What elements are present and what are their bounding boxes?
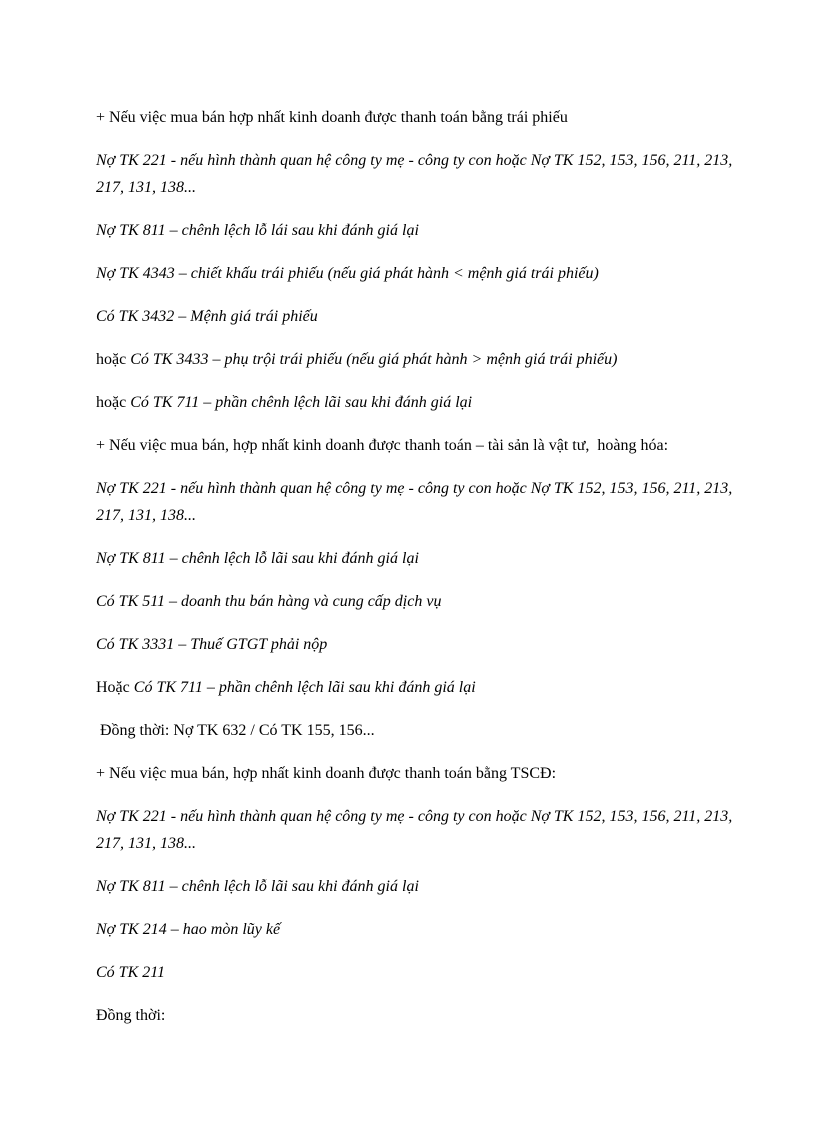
paragraph-credit-3331 — [96, 631, 736, 658]
paragraph-italic-text: Nợ TK 221 - nếu hình thành quan hệ công ty mẹ - công ty con hoặc Nợ TK 152, 153, 156, 211, 213, 217, 131, 138... — [96, 152, 737, 196]
paragraph-text: + Nếu việc mua bán hợp nhất kinh doanh được thanh toán bằng trái phiếu — [96, 109, 568, 126]
paragraph-italic-text: Nợ TK 221 - nếu hình thành quan hệ công ty mẹ - công ty con hoặc Nợ TK 152, 153, 156, 211, 213, 217, 131, 138... — [96, 480, 737, 524]
paragraph-italic-text: Nợ TK 811 – chênh lệch lỗ lãi sau khi đánh giá lại — [96, 878, 419, 895]
document-page — [96, 104, 736, 1045]
paragraph-credit-511 — [96, 588, 736, 615]
paragraph-text: Đồng thời: Nợ TK 632 / Có TK 155, 156... — [96, 722, 375, 739]
paragraph-italic-text: Có TK 711 – phần chênh lệch lãi sau khi đánh giá lại — [130, 394, 473, 411]
paragraph-italic-text: Nợ TK 214 – hao mòn lũy kế — [96, 921, 281, 938]
paragraph-fixed-asset-payment-heading — [96, 760, 736, 787]
paragraph-debit-811 — [96, 873, 736, 900]
paragraph-goods-payment-heading — [96, 432, 736, 459]
paragraph-credit-3432 — [96, 303, 736, 330]
paragraph-debit-221 — [96, 803, 736, 857]
paragraph-italic-text: Có TK 711 – phần chênh lệch lãi sau khi đánh giá lại — [133, 679, 476, 696]
paragraph-bond-payment-heading — [96, 104, 736, 131]
paragraph-simultaneous-entry — [96, 717, 736, 744]
paragraph-debit-214 — [96, 916, 736, 943]
paragraph-text: + Nếu việc mua bán, hợp nhất kinh doanh được thanh toán bằng TSCĐ: — [96, 765, 557, 782]
paragraph-debit-221 — [96, 475, 736, 529]
paragraph-italic-text: Có TK 3432 – Mệnh giá trái phiếu — [96, 308, 318, 325]
paragraph-text: hoặc — [96, 351, 131, 368]
paragraph-italic-text: Nợ TK 4343 – chiết khấu trái phiếu (nếu giá phát hành < mệnh giá trái phiếu) — [96, 265, 599, 282]
paragraph-text: Đồng thời: — [96, 1007, 166, 1024]
paragraph-debit-811 — [96, 545, 736, 572]
paragraph-credit-3433 — [96, 346, 736, 373]
paragraph-text: Hoặc — [96, 679, 134, 696]
paragraph-debit-221 — [96, 147, 736, 201]
paragraph-debit-811 — [96, 217, 736, 244]
paragraph-italic-text: Có TK 3331 – Thuế GTGT phải nộp — [96, 636, 328, 653]
paragraph-italic-text: Nợ TK 221 - nếu hình thành quan hệ công ty mẹ - công ty con hoặc Nợ TK 152, 153, 156, 211, 213, 217, 131, 138... — [96, 808, 737, 852]
paragraph-simultaneous-label — [96, 1002, 736, 1029]
paragraph-credit-711 — [96, 674, 736, 701]
paragraph-text: hoặc — [96, 394, 131, 411]
paragraph-credit-211 — [96, 959, 736, 986]
paragraph-italic-text: Có TK 211 — [96, 964, 166, 981]
paragraph-text: + Nếu việc mua bán, hợp nhất kinh doanh được thanh toán – tài sản là vật tư, hoàng hóa: — [96, 437, 669, 454]
paragraph-credit-711 — [96, 389, 736, 416]
paragraph-debit-4343 — [96, 260, 736, 287]
paragraph-italic-text: Có TK 511 – doanh thu bán hàng và cung cấp dịch vụ — [96, 593, 442, 610]
paragraph-italic-text: Nợ TK 811 – chênh lệch lỗ lãi sau khi đánh giá lại — [96, 550, 419, 567]
paragraph-italic-text: Nợ TK 811 – chênh lệch lỗ lái sau khi đánh giá lại — [96, 222, 419, 239]
paragraph-italic-text: Có TK 3433 – phụ trội trái phiếu (nếu giá phát hành > mệnh giá trái phiếu) — [130, 351, 618, 368]
